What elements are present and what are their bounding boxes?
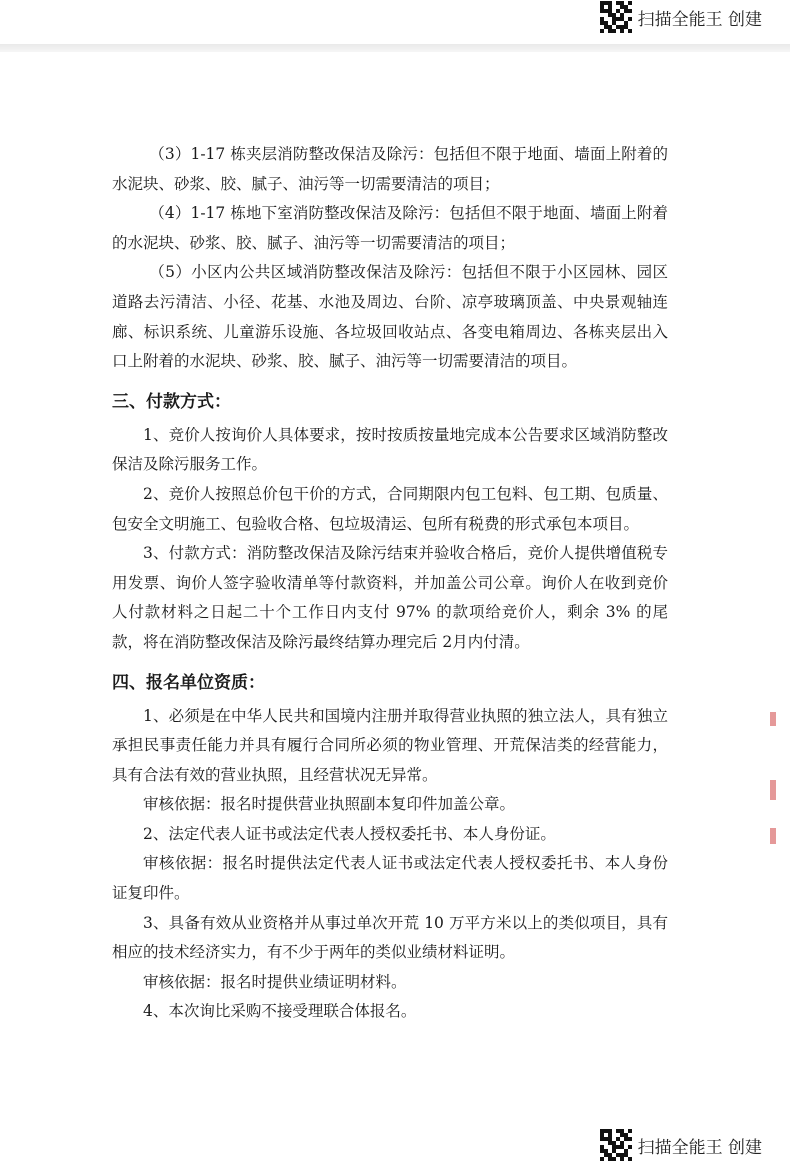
seal-edge-mark (770, 828, 776, 844)
qualification-basis-3: 审核依据：报名时提供业绩证明材料。 (143, 972, 407, 991)
paragraph-item-4: （4）1-17 栋地下室消防整改保洁及除污：包括但不限于地面、墙面上附着的水泥块、砂浆、胶、腻子、油污等一切需要清洁的项目； (112, 204, 668, 252)
section-heading-payment: 三、付款方式： (112, 391, 231, 412)
watermark-text: 扫描全能王 创建 (637, 1137, 762, 1158)
qualification-basis-1: 审核依据：报名时提供营业执照副本复印件加盖公章。 (143, 795, 516, 814)
qualification-item-2: 2、法定代表人证书或法定代表人授权委托书、本人身份证。 (143, 824, 556, 843)
qualification-item-1: 1、必须是在中华人民共和国境内注册并取得营业执照的独立法人，具有独立承担民事责任能力并具有履行合同所必须的物业管理、开荒保洁类的经营能力，具有合法有效的营业执照，且经营状况无异常。 (112, 706, 668, 784)
payment-item-1: 1、竞价人按询价人具体要求，按时按质按量地完成本公告要求区域消防整改保洁及除污服务工作。 (112, 425, 668, 474)
watermark-text: 扫描全能王 创建 (637, 9, 762, 30)
scanner-watermark-top (600, 0, 762, 34)
qualification-basis-2: 审核依据：报名时提供法定代表人证书或法定代表人授权委托书、本人身份证复印件。 (112, 854, 668, 903)
paragraph-item-3: （3）1-17 栋夹层消防整改保洁及除污：包括但不限于地面、墙面上附着的水泥块、砂浆、胶、腻子、油污等一切需要清洁的项目； (112, 145, 668, 193)
payment-item-3: 3、付款方式：消防整改保洁及除污结束并验收合格后，竞价人提供增值税专用发票、询价人签字验收清单等付款资料，并加盖公司公章。询价人在收到竞价人付款材料之日起二十个工作日内支付 97% 的款项给竞价人，剩余 3% 的尾款，将在消防整改保洁及除污最终结算办理完后 2月内付清。 (112, 544, 668, 651)
section-heading-qualification: 四、报名单位资质： (112, 672, 265, 693)
qr-code-icon (600, 1129, 632, 1161)
document-page (112, 140, 668, 1027)
qualification-item-4: 4、本次询比采购不接受理联合体报名。 (143, 1002, 417, 1021)
qualification-item-3: 3、具备有效从业资格并从事过单次开荒 10 万平方米以上的类似项目，具有相应的技术经济实力，有不少于两年的类似业绩材料证明。 (112, 913, 668, 962)
seal-edge-mark (770, 780, 776, 800)
seal-edge-mark (770, 712, 776, 726)
paragraph-item-5: （5）小区内公共区域消防整改保洁及除污：包括但不限于小区园林、园区道路去污清洁、小径、花基、水池及周边、台阶、凉亭玻璃顶盖、中央景观轴连廊、标识系统、儿童游乐设施、各垃圾回收站点、各变电箱周边、各栋夹层出入口上附着的水泥块、砂浆、胶、腻子、油污等一切需要清洁的项目。 (112, 263, 668, 371)
page-top-divider (0, 44, 790, 52)
qr-code-icon (600, 1, 632, 33)
scanner-watermark-bottom (600, 1128, 762, 1162)
payment-item-2: 2、竞价人按照总价包干价的方式，合同期限内包工包料、包工期、包质量、包安全文明施工、包验收合格、包垃圾清运、包所有税费的形式承包本项目。 (112, 484, 668, 533)
